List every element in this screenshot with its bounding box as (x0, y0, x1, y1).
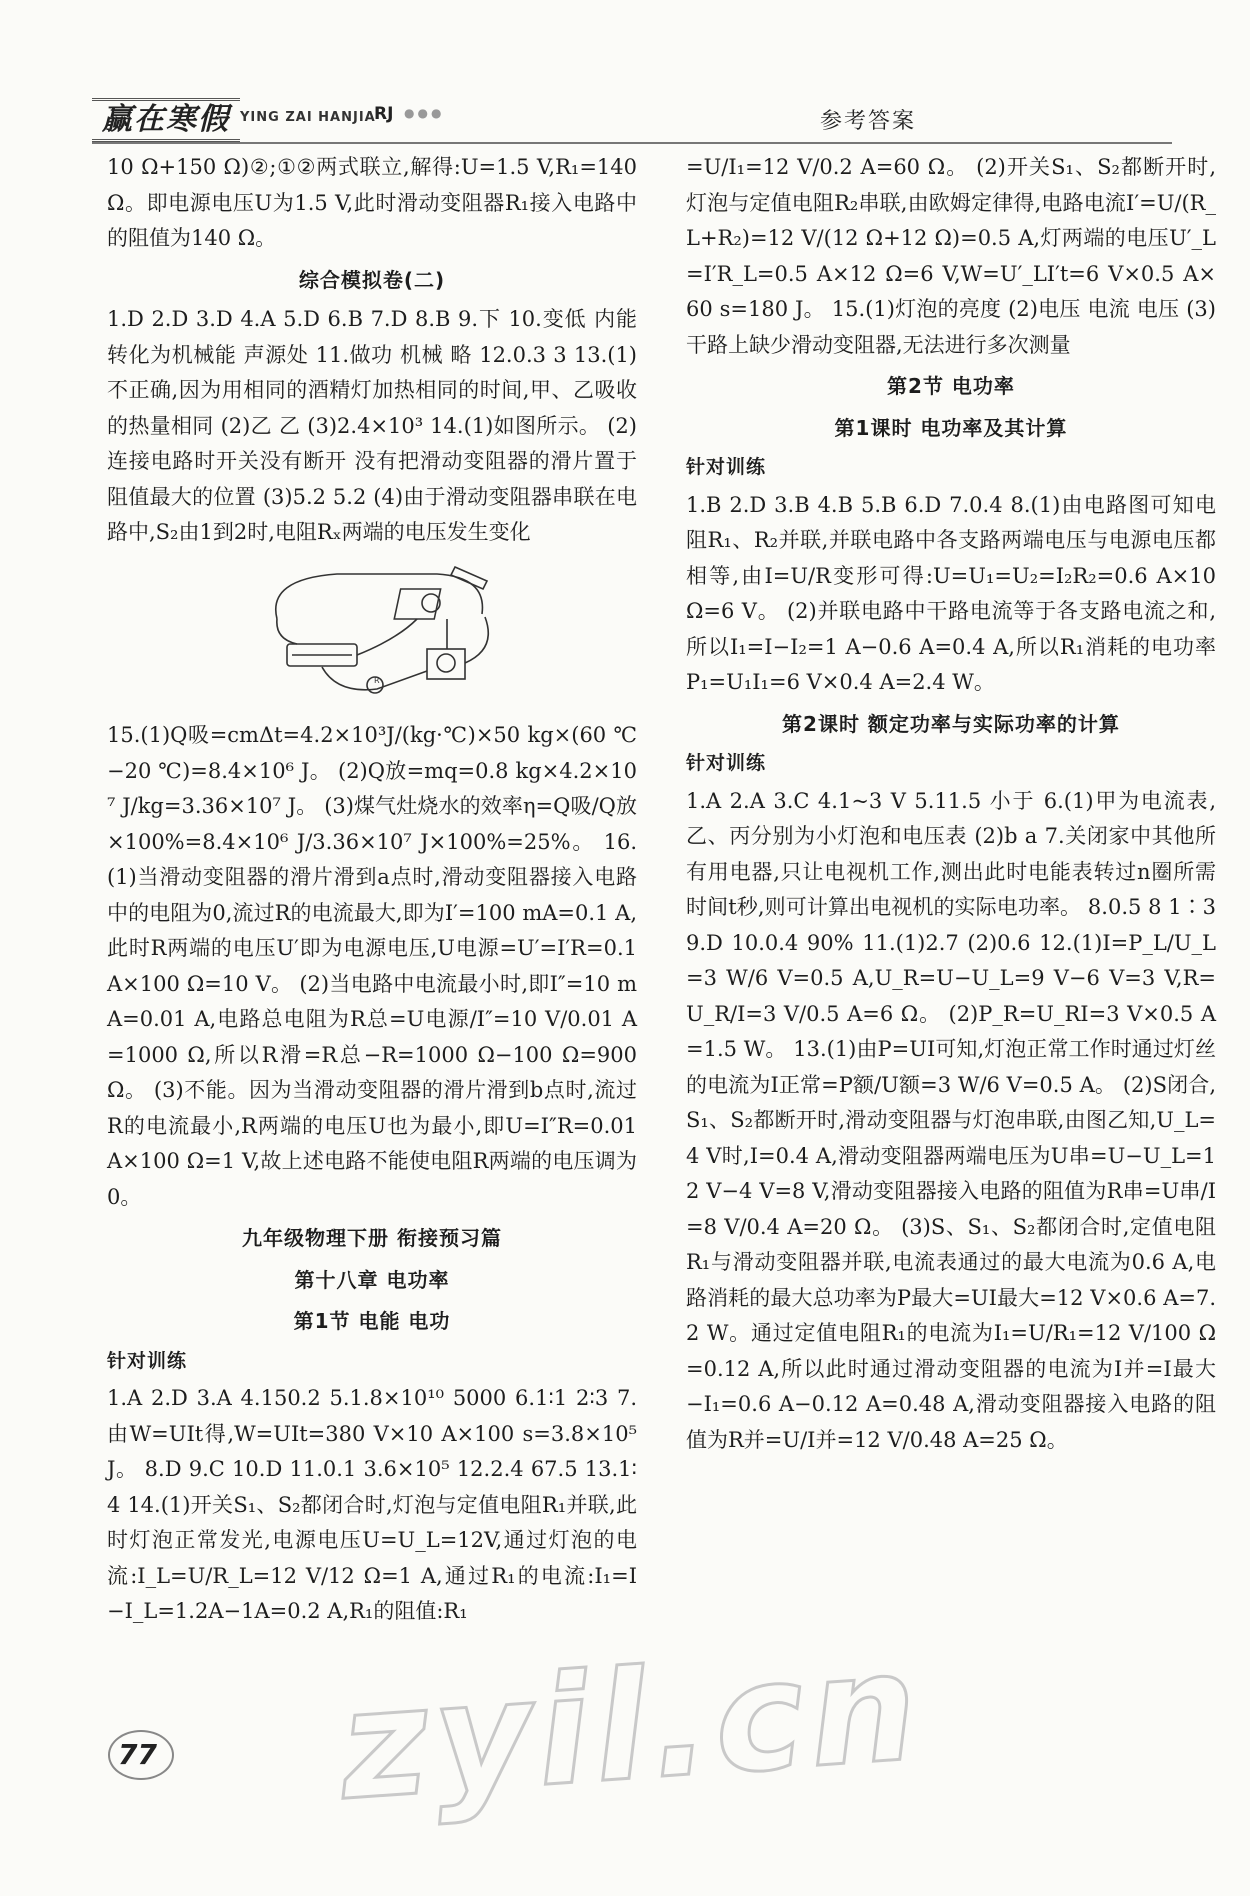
chapter-heading: 第十八章 电功率 (294, 1267, 450, 1292)
mock-exam-answers: 1.D 2.D 3.D 4.A 5.D 6.B 7.D 8.B 9.下 10.变低 内能转化为机械能 声源处 11.做功 机械 略 12.0.3 3 13.(1)不正确,因为用相同的酒精灯加热相同的时间,甲、乙吸收的热量相同 (2)乙 乙 (3)2.4×10³ 14.(1)如图所示。 (2)连接电路时开关没有断开 没有把滑动变阻器的滑片置于阻值最大的位置 (3)5.2 5.2 (4)由于滑动变阻器串联在电路中,S₂由1到2时,电阻Rₓ两端的电压发生变化 (107, 307, 637, 544)
page-header (92, 96, 1172, 142)
section-heading-power: 第2节 电功率 (887, 374, 1015, 398)
section-heading-mock-exam-2: 综合模拟卷(二) (298, 267, 446, 292)
practice-label: 针对训练 (686, 456, 767, 478)
lesson-2-answers: 1.A 2.A 3.C 4.1~3 V 5.11.5 小于 6.(1)甲为电流表,乙、丙分别为小灯泡和电压表 (2)b a 7.关闭家中其他所有用电器,只让电视机工作,测出此时电能表转过n圈所需时间t秒,则可计算出电视机的实际电功率。 8.0.5 8 1∶3 9.D 10.0.4 90% 11.(1)2.7 (2)0.6 12.(1)I=P_L/U_L=3 W/6 V=0.5 A,U_R=U−U_L=9 V−6 V=3 V,R=U_R/I=3 V/0.5 A=6 Ω。 (2)P_R=U_RI=3 V×0.5 A=1.5 W。 13.(1)由P=UI可知,灯泡正常工作时通过灯丝的电流为I正常=P额/U额=3 W/6 V=0.5 A。 (2)S闭合,S₁、S₂都断开时,滑动变阻器与灯泡串联,由图乙知,U_L=4 V时,I=0.4 A,滑动变阻器两端电压为U串=U−U_L=12 V−4 V=8 V,滑动变阻器接入电路的阻值为R串=U串/I=8 V/0.4 A=20 Ω。 (3)S、S₁、S₂都闭合时,定值电阻R₁与滑动变阻器并联,电流表通过的最大电流为0.6 A,电路消耗的最大总功率为P最大=UI最大=12 V×0.6 A=7.2 W。通过定值电阻R₁的电流为I₁=U/R₁=12 V/100 Ω=0.12 A,所以此时通过滑动变阻器的电流为I并=I最大−I₁=0.6 A−0.12 A=0.48 A,滑动变阻器接入电路的阻值为R并=U/I并=12 V/0.48 A=25 Ω。 (686, 788, 1216, 1452)
edition-badge: RJ (374, 104, 394, 124)
watermark: zyil.cn (334, 1619, 928, 1835)
lesson-1-answers: 1.B 2.D 3.B 4.B 5.B 6.D 7.0.4 8.(1)由电路图可知电阻R₁、R₂并联,并联电路中各支路两端电压与电源电压都相等,由I=U/R变形可得:U=U₁=U₂=I₂R₂=0.6 A×10 Ω=6 V。 (2)并联电路中干路电流等于各支路电流之和,所以I₁=I−I₂=1 A−0.6 A=0.4 A,所以R₁消耗的电功率P₁=U₁I₁=6 V×0.4 A=2.4 W。 (686, 492, 1216, 694)
series-pinyin: YING ZAI HANJIA (240, 110, 376, 125)
page-number: 77 (118, 1738, 157, 1771)
series-logo: 赢在寒假 (92, 98, 240, 142)
practice-label: 针对训练 (686, 752, 767, 774)
right-column (686, 150, 1216, 1458)
continued-answers: =U/I₁=12 V/0.2 A=60 Ω。 (2)开关S₁、S₂都断开时,灯泡与定值电阻R₂串联,由欧姆定律得,电路电流I′=U/(R_L+R₂)=12 V/(12 Ω+12 Ω)=0.5 A,灯两端的电压U′_L=I′R_L=0.5 A×12 Ω=6 V,W=U′_LI′t=6 V×0.5 A×60 s=180 J。 15.(1)灯泡的亮度 (2)电压 电流 电压 (3)干路上缺少滑动变阻器,无法进行多次测量 (686, 155, 1216, 357)
section-1-answers: 1.A 2.D 3.A 4.150.2 5.1.8×10¹⁰ 5000 6.1∶1 2∶3 7.由W=UIt得,W=UIt=380 V×10 A×100 s=3.8×10⁵ J。 8.D 9.C 10.D 11.0.1 3.6×10⁵ 12.2.4 67.5 13.1∶4 14.(1)开关S₁、S₂都闭合时,灯泡与定值电阻R₁并联,此时灯泡正常发光,电源电压U=U_L=12V,通过灯泡的电流:I_L=U/R_L=12 V/12 Ω=1 A,通过R₁的电流:I₁=I−I_L=1.2A−1A=0.2 A,R₁的阻值:R₁ (107, 1386, 637, 1623)
left-column (107, 150, 637, 1630)
page-title: 参考答案 (820, 109, 917, 134)
lesson-2-heading: 第2课时 额定功率与实际功率的计算 (782, 711, 1120, 736)
decorative-dots-icon: ●●● (404, 106, 445, 120)
section-heading-preview: 九年级物理下册 衔接预习篇 (242, 1226, 502, 1250)
svg-text:R: R (374, 675, 380, 685)
circuit-diagram-icon (257, 559, 517, 699)
practice-label: 针对训练 (107, 1349, 188, 1372)
section-heading-energy-work: 第1节 电能 电功 (293, 1309, 451, 1333)
problem-15-16-answers: 15.(1)Q吸=cmΔt=4.2×10³J/(kg·℃)×50 kg×(60 ℃−20 ℃)=8.4×10⁶ J。 (2)Q放=mq=0.8 kg×4.2×10⁷ J/kg=3.36×10⁷ J。 (3)煤气灶烧水的效率η=Q吸/Q放×100%=8.4×10⁶ J/3.36×10⁷ J×100%=25%。 16.(1)当滑动变阻器的滑片滑到a点时,滑动变阻器接入电路中的电阻为0,流过R的电流最大,即为I′=100 mA=0.1 A,此时R两端的电压U′即为电源电压,U电源=U′=I′R=0.1 A×100 Ω=10 V。 (2)当电路中电流最小时,即I″=10 mA=0.01 A,电路总电阻为R总=U电源/I″=10 V/0.01 A=1000 Ω,所以R滑=R总−R=1000 Ω−100 Ω=900 Ω。 (3)不能。因为当滑动变阻器的滑片滑到b点时,流过R的电流最小,R两端的电压U也为最小,即U=I″R=0.01 A×100 Ω=1 V,故上述电路不能使电阻R两端的电压调为0。 (107, 723, 637, 1209)
header-divider (92, 142, 1172, 144)
lesson-1-heading: 第1课时 电功率及其计算 (834, 415, 1068, 440)
intro-paragraph: 10 Ω+150 Ω)②;①②两式联立,解得:U=1.5 V,R₁=140 Ω。即电源电压U为1.5 V,此时滑动变阻器R₁接入电路中的阻值为140 Ω。 (107, 155, 637, 250)
